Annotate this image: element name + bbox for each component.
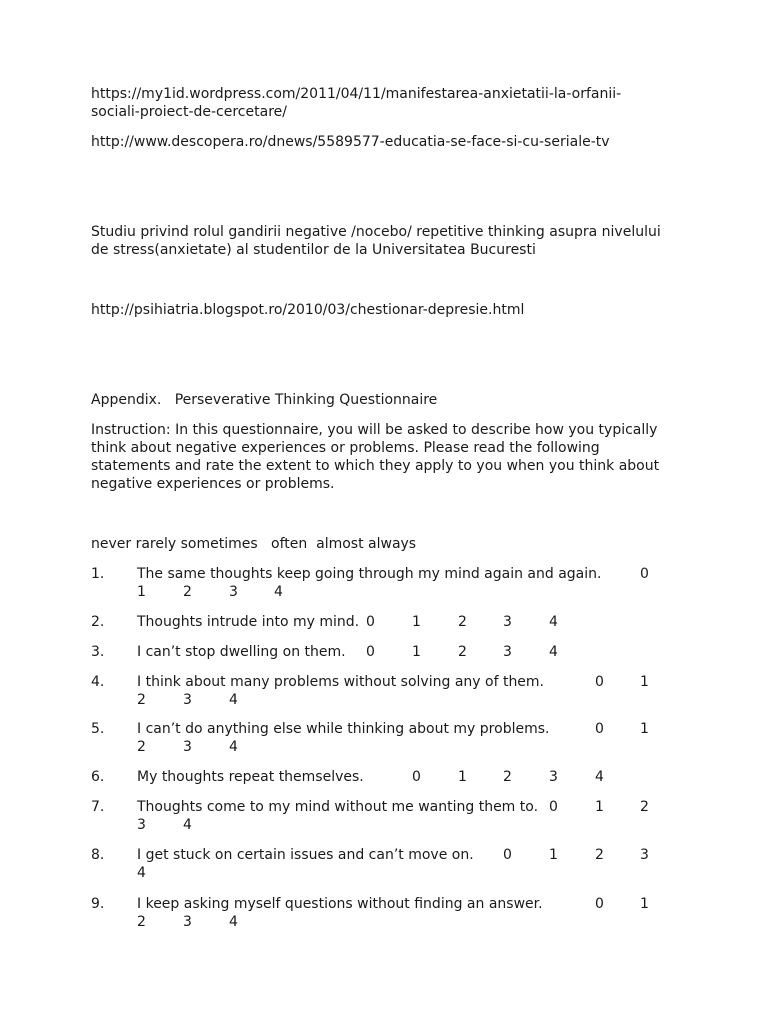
- link-wordpress-line2[interactable]: sociali-proiect-de-cercetare/: [91, 104, 287, 120]
- rating-option-0: 0: [595, 721, 604, 737]
- rating-option-3: 3: [137, 817, 146, 833]
- rating-option-0: 0: [503, 847, 512, 863]
- rating-scale-header: never rarely sometimes often almost always: [91, 536, 417, 552]
- rating-option-0: 0: [412, 769, 421, 785]
- rating-option-3: 3: [549, 769, 558, 785]
- rating-option-3: 3: [640, 847, 649, 863]
- item-number: 5.: [91, 721, 105, 737]
- item-number: 1.: [91, 566, 105, 582]
- questionnaire-item-8: [91, 846, 691, 886]
- rating-option-4: 4: [549, 644, 558, 660]
- item-number: 4.: [91, 674, 105, 690]
- item-number: 9.: [91, 896, 105, 912]
- rating-option-4: 4: [274, 584, 283, 600]
- appendix-title: Appendix. Perseverative Thinking Questionnaire: [91, 392, 438, 408]
- rating-option-1: 1: [412, 614, 421, 630]
- rating-option-4: 4: [183, 817, 192, 833]
- rating-option-2: 2: [640, 799, 649, 815]
- instruction-line2: think about negative experiences or problems. Please read the following: [91, 440, 600, 456]
- item-number: 8.: [91, 847, 105, 863]
- rating-option-2: 2: [595, 847, 604, 863]
- rating-option-2: 2: [503, 769, 512, 785]
- rating-option-3: 3: [229, 584, 238, 600]
- study-title-line2: de stress(anxietate) al studentilor de la Universitatea Bucuresti: [91, 242, 536, 258]
- rating-option-3: 3: [183, 914, 192, 930]
- rating-option-1: 1: [595, 799, 604, 815]
- item-number: 7.: [91, 799, 105, 815]
- rating-option-4: 4: [229, 692, 238, 708]
- item-statement: I get stuck on certain issues and can’t move on.: [137, 847, 474, 863]
- rating-option-4: 4: [137, 865, 146, 881]
- rating-option-0: 0: [595, 674, 604, 690]
- item-statement: I keep asking myself questions without finding an answer.: [137, 896, 543, 912]
- questionnaire-item-1: [91, 565, 691, 605]
- rating-option-2: 2: [458, 644, 467, 660]
- rating-option-2: 2: [137, 914, 146, 930]
- rating-option-0: 0: [366, 644, 375, 660]
- rating-option-3: 3: [183, 739, 192, 755]
- rating-option-1: 1: [640, 896, 649, 912]
- questionnaire-item-9: [91, 895, 691, 935]
- item-statement: I can’t stop dwelling on them.: [137, 644, 346, 660]
- rating-option-2: 2: [137, 692, 146, 708]
- questionnaire-item-4: [91, 673, 691, 713]
- instruction-line1: Instruction: In this questionnaire, you will be asked to describe how you typically: [91, 422, 658, 438]
- rating-option-1: 1: [458, 769, 467, 785]
- item-statement: Thoughts intrude into my mind.: [137, 614, 360, 630]
- questionnaire-item-7: [91, 798, 691, 838]
- rating-option-0: 0: [595, 896, 604, 912]
- questionnaire-item-5: [91, 720, 691, 760]
- rating-option-3: 3: [503, 644, 512, 660]
- rating-option-4: 4: [549, 614, 558, 630]
- rating-option-1: 1: [412, 644, 421, 660]
- rating-option-2: 2: [137, 739, 146, 755]
- rating-option-4: 4: [229, 914, 238, 930]
- item-number: 2.: [91, 614, 105, 630]
- rating-option-4: 4: [595, 769, 604, 785]
- item-statement: I can’t do anything else while thinking about my problems.: [137, 721, 550, 737]
- instruction-line3: statements and rate the extent to which they apply to you when you think about: [91, 458, 660, 474]
- item-statement: My thoughts repeat themselves.: [137, 769, 364, 785]
- rating-option-0: 0: [549, 799, 558, 815]
- rating-option-1: 1: [640, 674, 649, 690]
- link-psihiatria[interactable]: http://psihiatria.blogspot.ro/2010/03/chestionar-depresie.html: [91, 302, 525, 318]
- rating-option-1: 1: [549, 847, 558, 863]
- item-statement: The same thoughts keep going through my mind again and again.: [137, 566, 602, 582]
- rating-option-1: 1: [137, 584, 146, 600]
- study-title-line1: Studiu privind rolul gandirii negative /nocebo/ repetitive thinking asupra nivelului: [91, 224, 661, 240]
- rating-option-0: 0: [640, 566, 649, 582]
- rating-option-2: 2: [183, 584, 192, 600]
- rating-option-3: 3: [503, 614, 512, 630]
- rating-option-4: 4: [229, 739, 238, 755]
- rating-option-0: 0: [366, 614, 375, 630]
- instruction-line4: negative experiences or problems.: [91, 476, 335, 492]
- link-descopera[interactable]: http://www.descopera.ro/dnews/5589577-educatia-se-face-si-cu-seriale-tv: [91, 134, 610, 150]
- item-statement: Thoughts come to my mind without me wanting them to.: [137, 799, 539, 815]
- item-statement: I think about many problems without solving any of them.: [137, 674, 545, 690]
- item-number: 3.: [91, 644, 105, 660]
- rating-option-1: 1: [640, 721, 649, 737]
- rating-option-2: 2: [458, 614, 467, 630]
- rating-option-3: 3: [183, 692, 192, 708]
- item-number: 6.: [91, 769, 105, 785]
- link-wordpress-line1[interactable]: https://my1id.wordpress.com/2011/04/11/manifestarea-anxietatii-la-orfanii-: [91, 86, 622, 102]
